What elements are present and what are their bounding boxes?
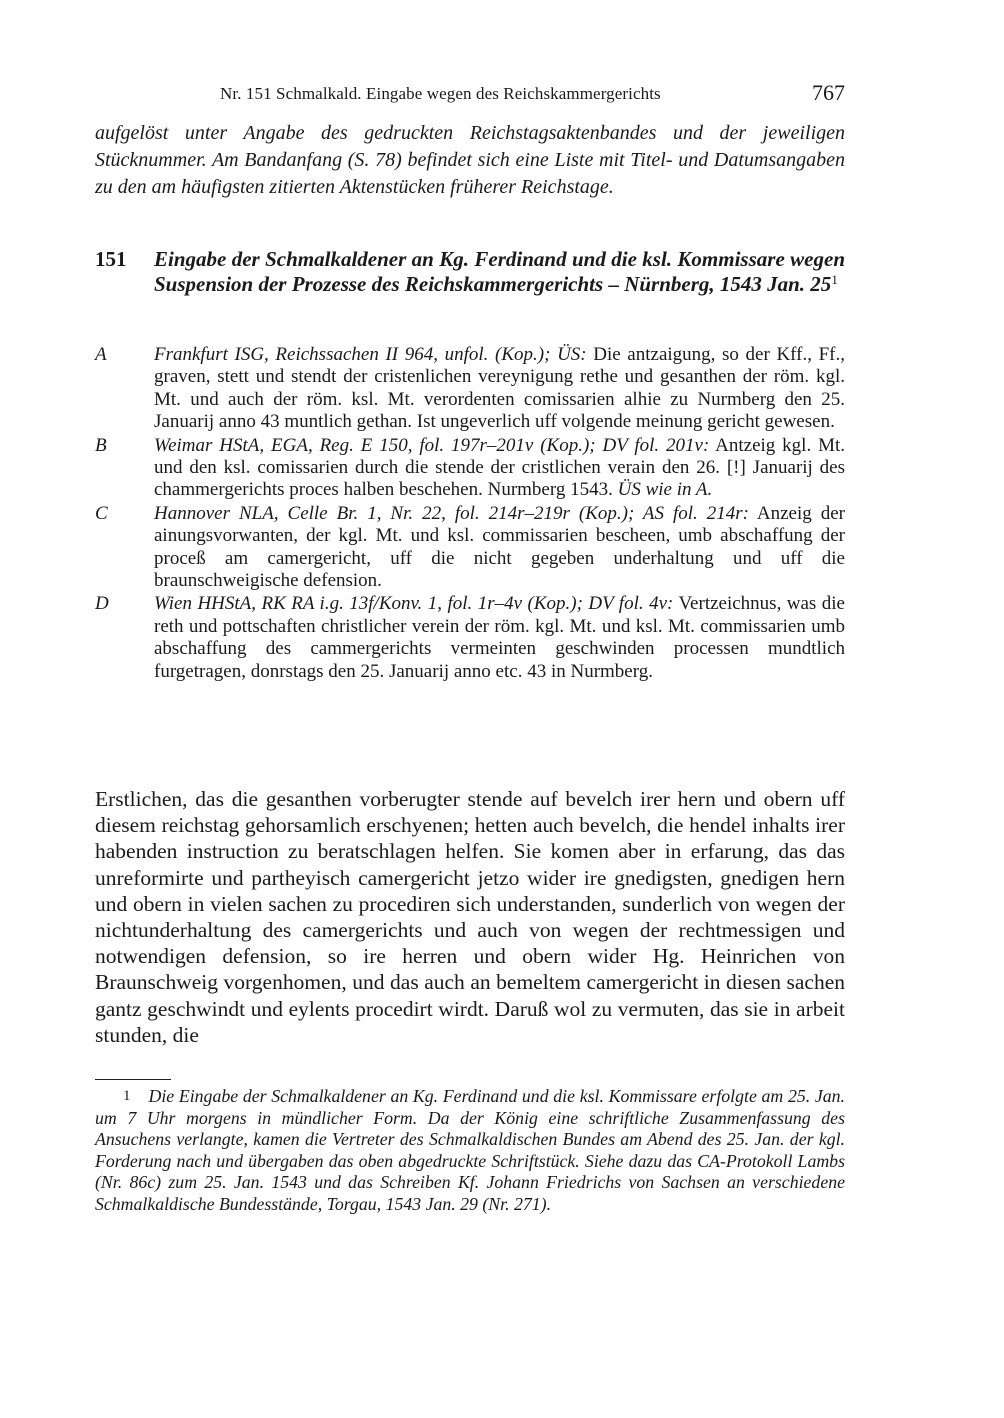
source-description: Vertzeichnus, was die reth und pottschaften christlicher verein der röm. kgl. Mt. und ksl. Mt. commissarien umb abschaffung des cammergerichts vermeinten geschwinden processen mundtlich furgetragen, donrstags den 25. Januarij anno etc. 43 in Nurmberg. xyxy=(154,593,845,682)
source-reference: Wien HHStA, RK RA i.g. 13f/Konv. 1, fol. 1r–4v (Kop.); DV fol. 4v: xyxy=(154,593,674,615)
source-letter: C xyxy=(95,502,108,524)
source-note: ÜS wie in A. xyxy=(612,479,713,501)
source-text xyxy=(154,503,845,593)
body-paragraph: Erstlichen, das die gesanthen vorberugter stende auf bevelch irer hern und obern uff diesem reichstag gehorsamlich erschyenen; hetten auch bevelch, die hendel inhalts irer habenden instruction zu beratschlagen helfen. Sie komen aber in erfarung, das das unreformirte und partheyisch camergericht jetzo wider ire gnedigsten, gnedigen hern und obern in vielen sachen zu procediren sich understanden, sunderlich von wegen der nichtunderhaltung des camergerichts und auch von wegen der rechtmessigen und notwendigen defension, so ire herren und obern wider Hg. Heinrichen von Braunschweig vorgenhomen, und das auch an bemeltem camergericht in diesen sachen gantz geschwindt und eylents procedirt wirdt. Daruß wol zu vermuten, das sie in arbeit stunden, die xyxy=(95,787,845,1047)
footnote-divider xyxy=(95,1079,171,1080)
document-title-text: Eingabe der Schmalkaldener an Kg. Ferdinand und die ksl. Kommissare wegen Suspension der Prozesse des Reichskammergerichts – Nürnberg, 1543 Jan. 25 xyxy=(154,247,845,296)
source-entry-d xyxy=(95,593,845,683)
source-description: Antzeig kgl. Mt. und den ksl. comissarien durch die stende der cristlichen verain den 26. [!] Januarij des chammergerichts proces halben beschehen. Nurmberg 1543. xyxy=(154,434,845,501)
source-reference: Hannover NLA, Celle Br. 1, Nr. 22, fol. 214r–219r (Kop.); AS fol. 214r: xyxy=(154,502,749,524)
source-letter: B xyxy=(95,434,107,456)
source-description: Anzeig der ainungsvorwanten, der kgl. Mt. und ksl. commissarien bescheen, umb abschaffung der proceß am camergericht, uff die nicht gegeben underhaltung und uff die braunschweigische defension. xyxy=(154,502,846,592)
footnote-reference[interactable]: 1 xyxy=(831,272,838,287)
footnote xyxy=(95,1086,845,1215)
source-entry-b xyxy=(95,435,845,502)
source-reference: Weimar HStA, EGA, Reg. E 150, fol. 197r–201v (Kop.); DV fol. 201v: xyxy=(154,434,710,456)
source-letter: A xyxy=(95,344,107,365)
source-entry-a xyxy=(95,344,845,434)
source-entry-c xyxy=(95,503,845,593)
source-text xyxy=(154,344,845,434)
footnote-text: Die Eingabe der Schmalkaldener an Kg. Ferdinand und die ksl. Kommissare erfolgte am 25. Jan. um 7 Uhr morgens in mündlicher Form. Da der König eine schriftliche Zusammenfassung des Ansuchens verlangte, kamen die Vertreter des Schmalkaldischen Bundes am Abend des 25. Jan. der kgl. Forderung nach und übergaben das oben abgedruckte Schriftstück. Siehe dazu das CA-Protokoll Lambs (Nr. 86c) zum 25. Jan. 1543 und das Schreiben Kf. Johann Friedrichs von Sachsen an verschiedene Schmalkaldische Bundesstände, Torgau, 1543 Jan. 29 (Nr. 271). xyxy=(95,1086,845,1214)
source-text xyxy=(154,593,845,683)
document-number: 151 xyxy=(95,247,127,271)
footnote-mark: 1 xyxy=(123,1088,131,1104)
source-description: Die antzaigung, so der Kff., Ff., graven, stett und stendt der cristenlichen vereynigung rethe und gesanthen der röm. kgl. Mt. und auch der röm. ksl. Mt. verordenten comissarien alhie zu Nurmberg den 25. Januarij anno 43 muntlich gethan. Ist ungeverlich uff volgende meinung gericht gewesen. xyxy=(154,344,845,433)
intro-paragraph: aufgelöst unter Angabe des gedruckten Reichstagsaktenbandes und der jeweiligen Stücknummer. Am Bandanfang (S. 78) befindet sich eine Liste mit Titel- und Datumsangaben zu den am häufigsten zitierten Aktenstücken früherer Reichstage. xyxy=(95,122,845,198)
document-title xyxy=(154,247,845,297)
running-title: Nr. 151 Schmalkald. Eingabe wegen des Reichskammergerichts xyxy=(220,84,661,103)
source-letter: D xyxy=(95,593,109,615)
source-list xyxy=(95,344,845,684)
source-reference: Frankfurt ISG, Reichssachen II 964, unfol. (Kop.); ÜS: xyxy=(154,344,587,365)
running-head xyxy=(95,80,845,108)
source-text xyxy=(154,435,845,502)
page-number: 767 xyxy=(812,80,845,105)
